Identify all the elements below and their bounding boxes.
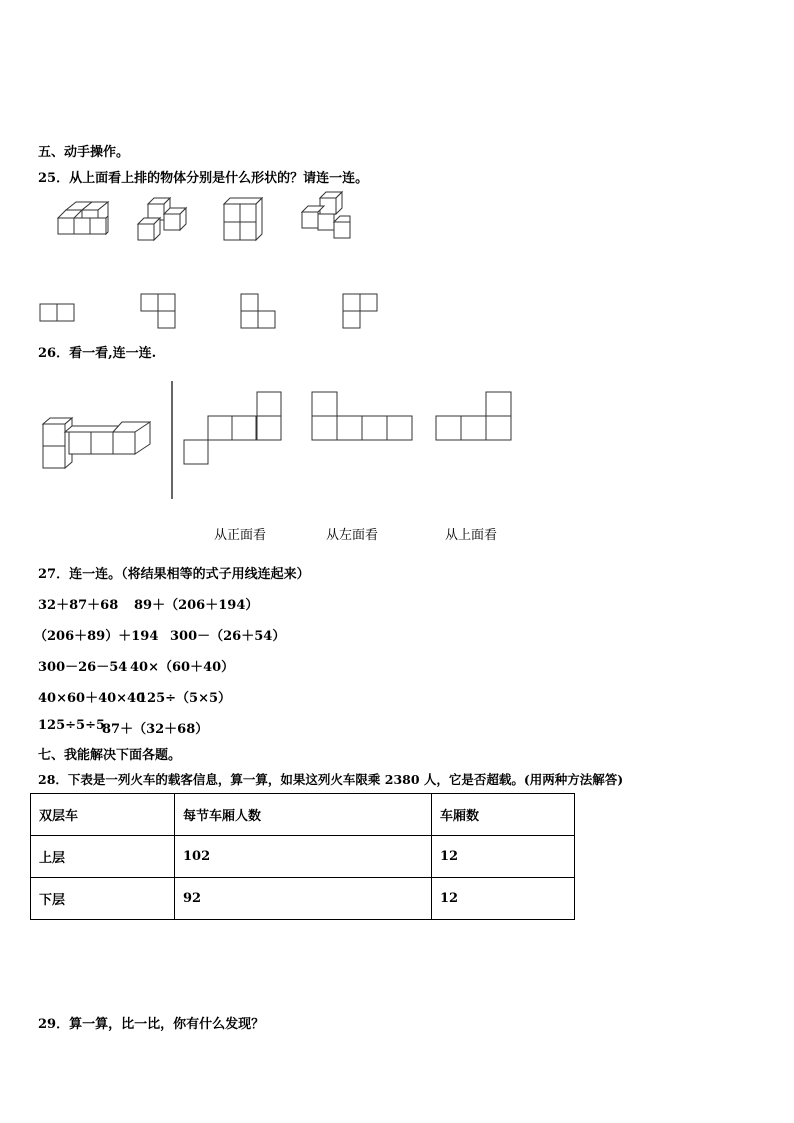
q27-right-expression: 125÷（5×5） (138, 691, 232, 706)
question-28-text: 28．下表是一列火车的载客信息，算一算，如果这列火车限乘 2380 人，它是否超载。(用两种方法解答) (38, 772, 624, 787)
q25-object-2 (138, 198, 186, 240)
question-26-text: 26．看一看,连一连. (38, 346, 157, 361)
q26-caption-front: 从正面看 (214, 528, 267, 543)
question-29-text: 29．算一算，比一比，你有什么发现？ (38, 1017, 265, 1032)
q27-right-expression: 87＋（32＋68） (102, 722, 209, 737)
q25-view-2 (141, 294, 175, 328)
train-passenger-table (30, 793, 575, 920)
q27-left-expression: （206＋89）＋194 (34, 629, 159, 644)
q25-views-figure (40, 294, 380, 330)
question-27-text: 27．连一连。（将结果相等的式子用线连起来） (38, 567, 310, 582)
q26-caption-top: 从上面看 (445, 528, 498, 543)
q25-view-4 (343, 294, 377, 328)
table-header-cell: 车厢数 (432, 794, 575, 836)
q26-object (43, 418, 150, 468)
q27-right-expression: 300－（26＋54） (170, 629, 286, 644)
q25-object-4 (302, 192, 350, 238)
q27-left-expression: 125÷5÷5 (38, 718, 106, 733)
q26-figure (40, 378, 520, 503)
q27-right-expression: 40×（60＋40） (130, 660, 235, 675)
table-header-cell: 每节车厢人数 (175, 794, 432, 836)
q27-right-expression: 89＋（206＋194） (134, 598, 259, 613)
table-cell: 92 (175, 878, 432, 920)
section-five-heading: 五、动手操作。 (38, 145, 130, 160)
q26-view-a (184, 392, 281, 464)
table-row (31, 836, 575, 878)
q26-caption-left: 从左面看 (326, 528, 379, 543)
q26-view-b (312, 392, 412, 440)
table-cell: 12 (432, 878, 575, 920)
section-seven-heading: 七、我能解决下面各题。 (38, 748, 182, 763)
q25-object-3 (224, 198, 262, 240)
table-cell: 上层 (31, 836, 175, 878)
q27-left-expression: 300－26－54 (38, 660, 128, 675)
table-cell: 下层 (31, 878, 175, 920)
q25-objects-figure (50, 192, 370, 252)
q27-left-expression: 40×60＋40×40 (38, 691, 146, 706)
q25-view-3 (241, 294, 275, 328)
q25-object-1 (58, 202, 108, 234)
table-row (31, 878, 575, 920)
table-header-row (31, 794, 575, 836)
q27-left-expression: 32＋87＋68 (38, 598, 119, 613)
q26-view-c (436, 392, 511, 440)
question-25-text: 25．从上面看上排的物体分别是什么形状的？请连一连。 (38, 171, 369, 186)
table-header-cell: 双层车 (31, 794, 175, 836)
table-cell: 102 (175, 836, 432, 878)
table-cell: 12 (432, 836, 575, 878)
q25-view-1 (40, 304, 74, 321)
